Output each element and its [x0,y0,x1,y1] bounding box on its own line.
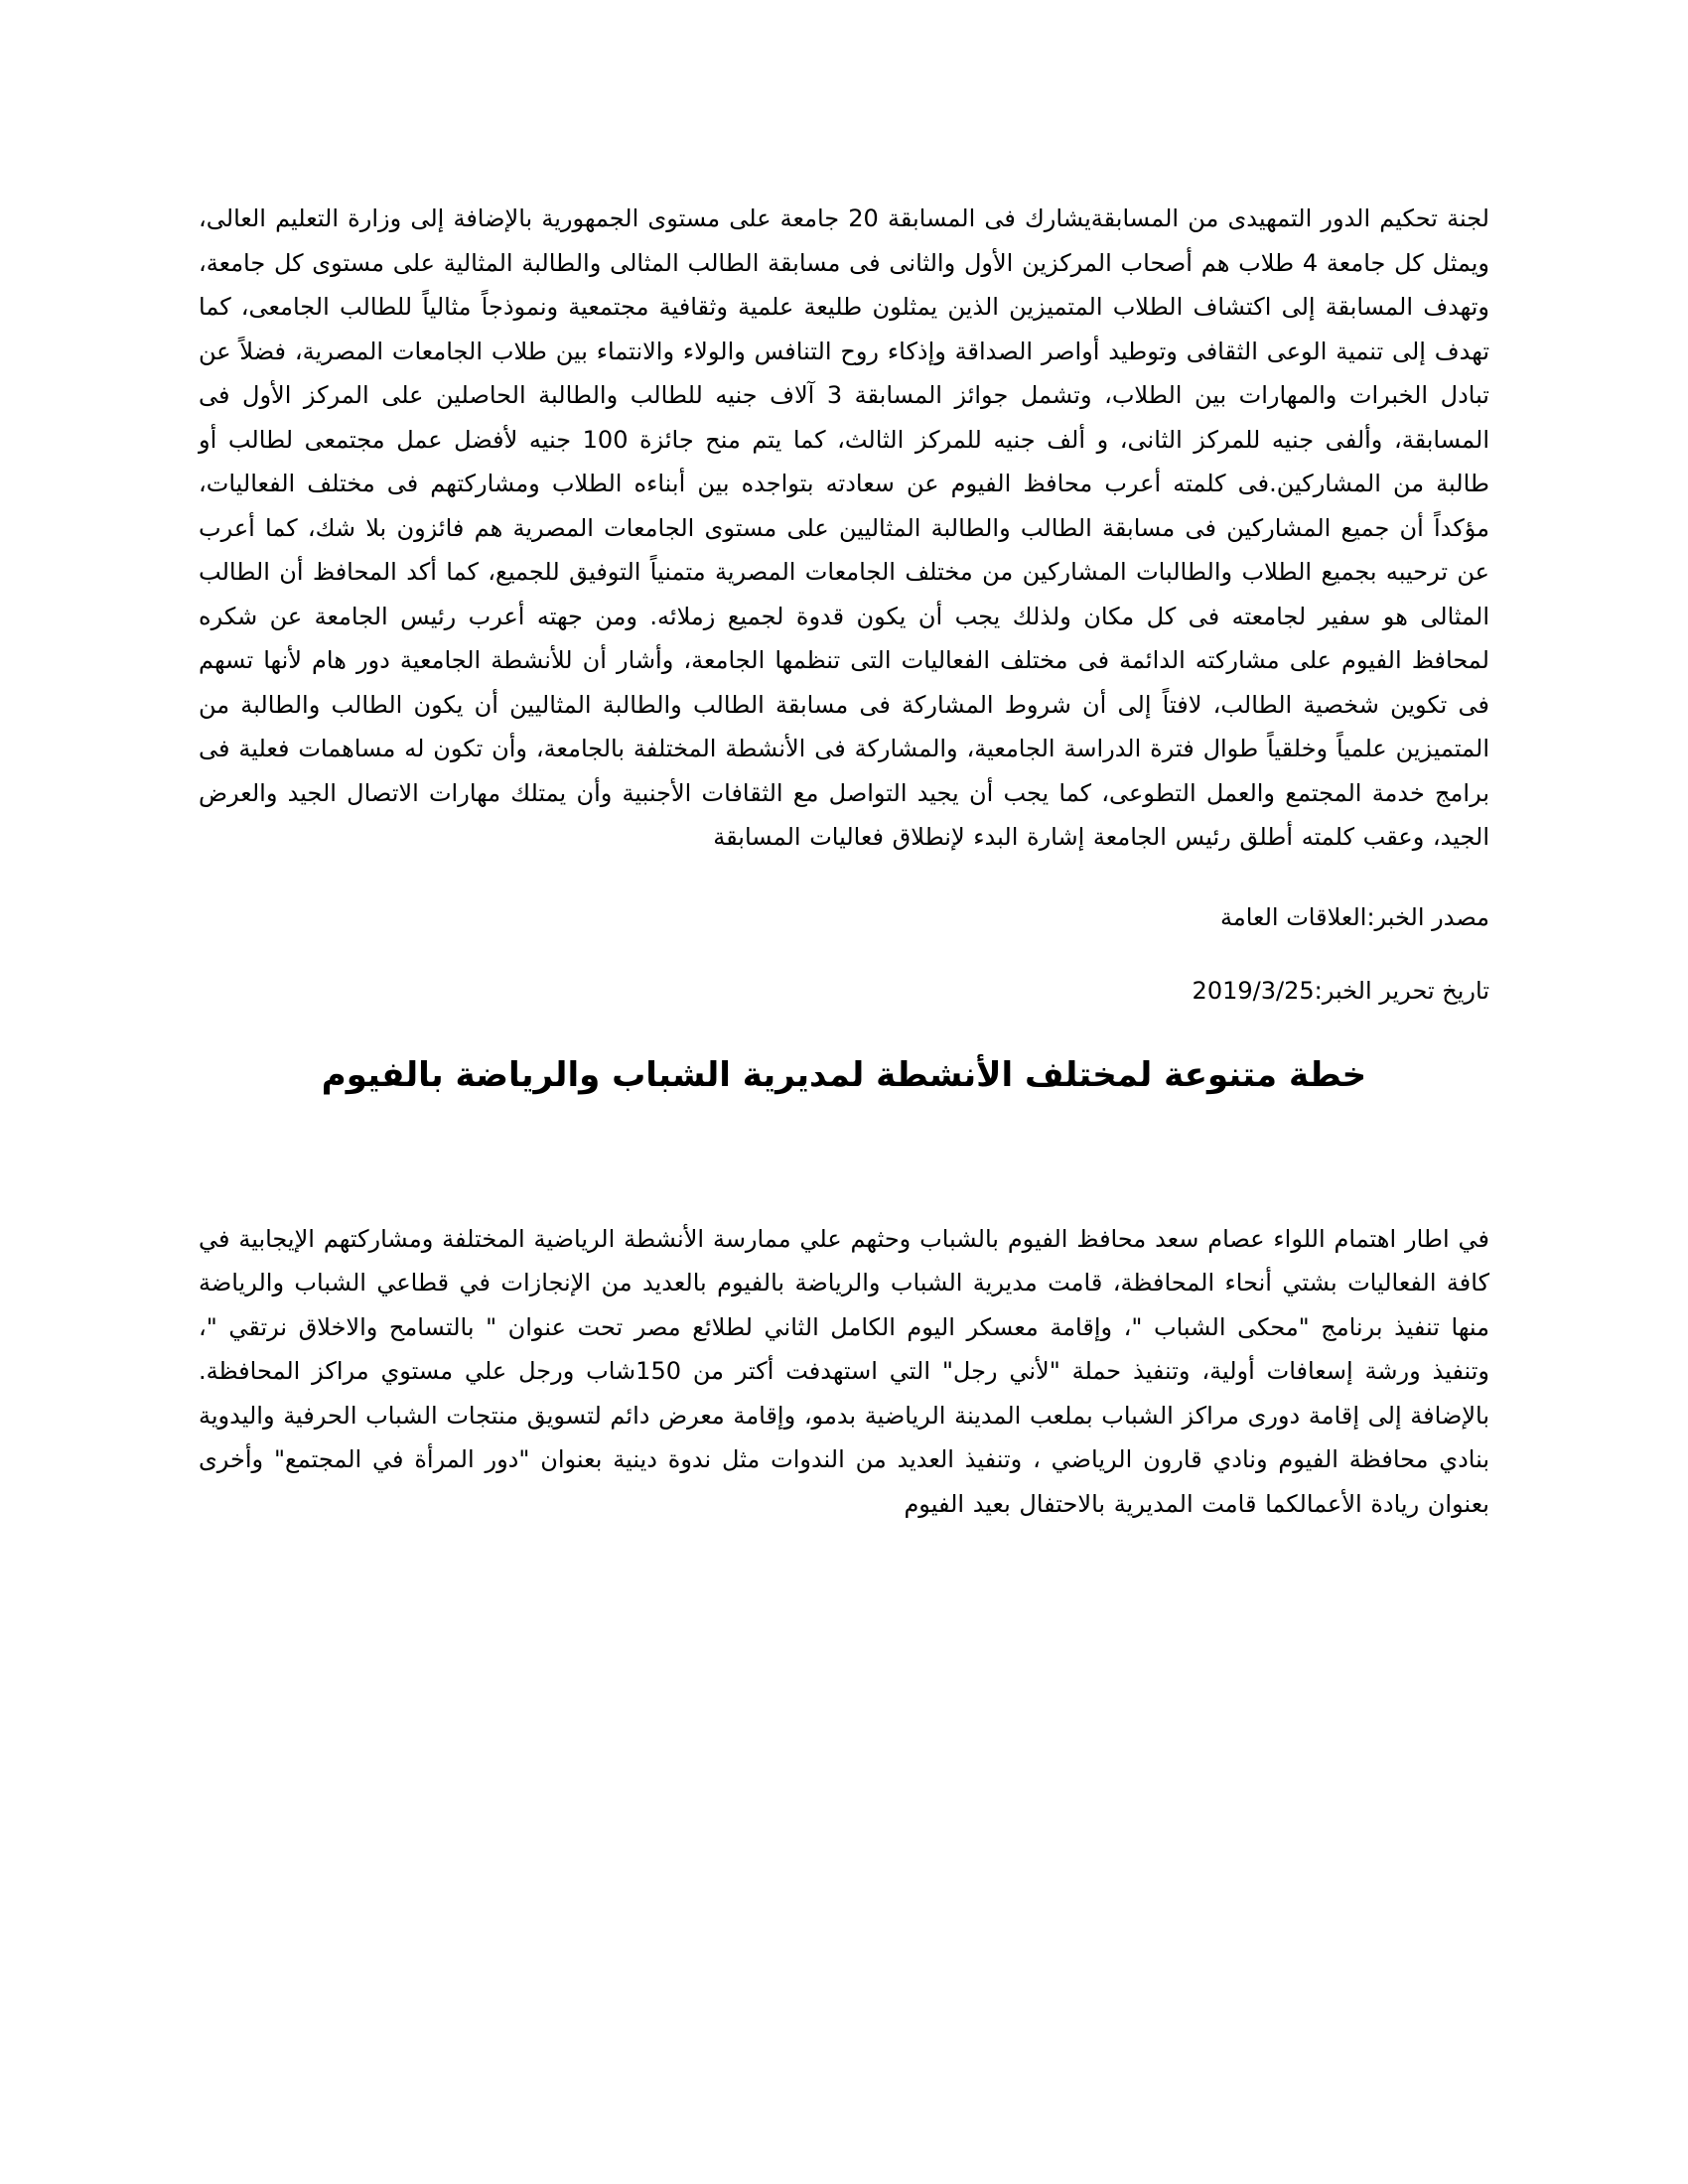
news-source: مصدر الخبر:العلاقات العامة [1219,902,1489,931]
article2-title: خطة متنوعة لمختلف الأنشطة لمديرية الشباب والرياضة بالفيوم [321,1054,1367,1095]
article1-body: لجنة تحكيم الدور التمهيدى من المسابقةيشارك فى المسابقة 20 جامعة على مستوى الجمهورية بالإضافة إلى وزارة التعليم العالى، ويمثل كل جامعة 4 طلاب هم أصحاب المركزين الأول والثانى فى مسابقة الطالب المثالى والطالبة المثالية على مستوى كل جامعة، وتهدف المسابقة إلى اكتشاف الطلاب المتميزين الذين يمثلون طليعة علمية وثقافية مجتمعية ونموذجاً مثالياً للطالب الجامعى، كما تهدف إلى تنمية الوعى الثقافى وتوطيد أواصر الصداقة وإذكاء روح التنافس والولاء والانتماء بين طلاب الجامعات المصرية، فضلاً عن تبادل الخبرات والمهارات بين الطلاب، وتشمل جوائز المسابقة 3 آلاف جنيه للطالب والطالبة الحاصلين على المركز الأول فى المسابقة، وألفى جنيه للمركز الثانى، و ألف جنيه للمركز الثالث، كما يتم منح جائزة 100 جنيه لأفضل عمل مجتمعى لطالب أو طالبة من المشاركين.فى كلمته أعرب محافظ الفيوم عن سعادته بتواجده بين أبناءه الطلاب ومشاركتهم فى مختلف الفعاليات، مؤكداً أن جميع المشاركين فى مسابقة الطالب والطالبة المثاليين على مستوى الجامعات المصرية هم فائزون بلا شك، كما أعرب عن ترحيبه بجميع الطلاب والطالبات المشاركين من مختلف الجامعات المصرية متمنياً التوفيق للجميع، كما أكد المحافظ أن الطالب المثالى هو سفير لجامعته فى كل مكان ولذلك يجب أن يكون قدوة لجميع زملائه. ومن جهته أعرب رئيس الجامعة عن شكره لمحافظ الفيوم على مشاركته الدائمة فى مختلف الفعاليات التى تنظمها الجامعة، وأشار أن للأنشطة الجامعية دور هام لأنها تسهم فى تكوين شخصية الطالب، لافتاً إلى أن شروط المشاركة فى مسابقة الطالب والطالبة المثاليين أن يكون الطالب والطالبة من المتميزين علمياً وخلقياً طوال فترة الدراسة الجامعية، والمشاركة فى الأنشطة المختلفة بالجامعة، وأن تكون له مساهمات فعلية فى برامج خدمة المجتمع والعمل التطوعى، كما يجب أن يجيد التواصل مع الثقافات الأجنبية وأن يمتلك مهارات الاتصال الجيد والعرض الجيد، وعقب كلمته أطلق رئيس الجامعة إشارة البدء لإنطلاق فعاليات المسابقة [199,205,1490,851]
article2-body: في اطار اهتمام اللواء عصام سعد محافظ الفيوم بالشباب وحثهم علي ممارسة الأنشطة الرياضية المختلفة ومشاركتهم الإيجابية في كافة الفعاليات بشتي أنحاء المحافظة، قامت مديرية الشباب والرياضة بالفيوم بالعديد من الإنجازات في قطاعي الشباب والرياضة منها تنفيذ برنامج "محكى الشباب "، وإقامة معسكر اليوم الكامل الثاني لطلائع مصر تحت عنوان " بالتسامح والاخلاق نرتقي "، وتنفيذ ورشة إسعافات أولية، وتنفيذ حملة "لأني رجل" التي استهدفت أكتر من 150شاب ورجل علي مستوي مراكز المحافظة. بالإضافة إلى إقامة دورى مراكز الشباب بملعب المدينة الرياضية بدمو، وإقامة معرض دائم لتسويق منتجات الشباب الحرفية واليدوية بنادي محافظة الفيوم ونادي قارون الرياضي ، وتنفيذ العديد من الندوات مثل ندوة دينية بعنوان "دور المرأة في المجتمع" وأخرى بعنوان ريادة الأعمالكما قامت المديرية بالاحتفال بعيد الفيوم [199,1224,1490,1518]
news-date: تاريخ تحرير الخبر:2019/3/25 [1192,976,1489,1005]
